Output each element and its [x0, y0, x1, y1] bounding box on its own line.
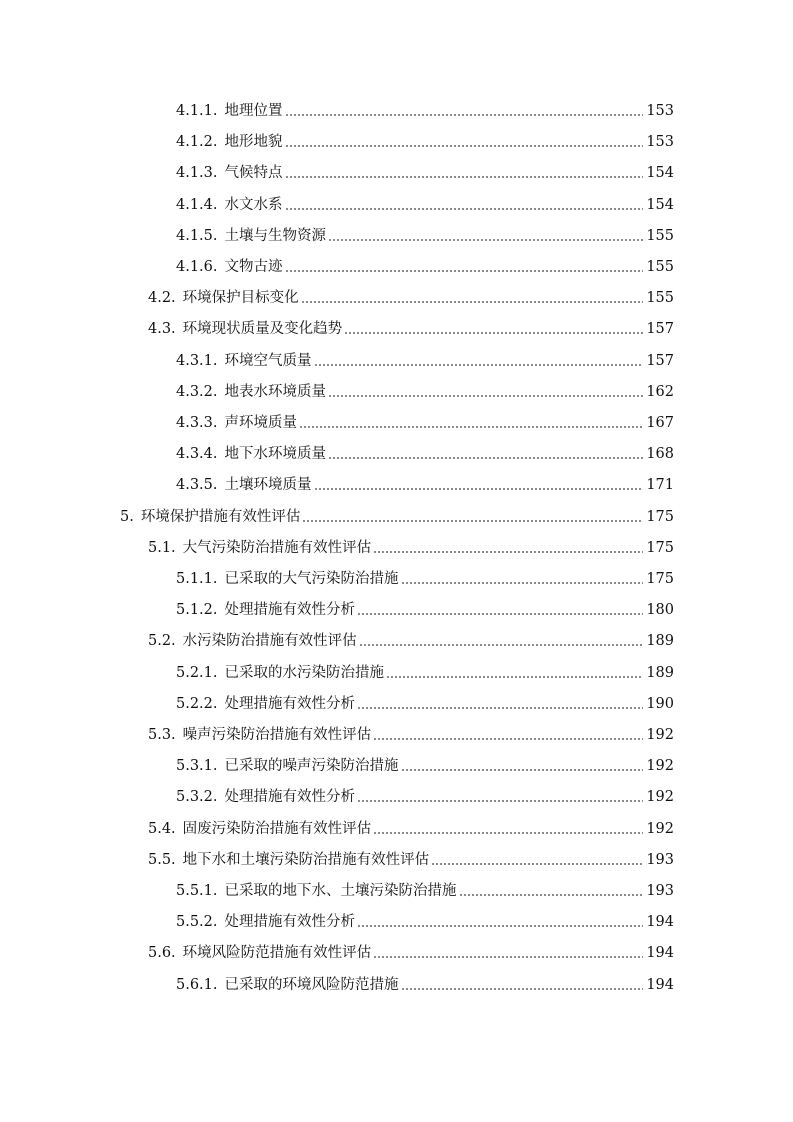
toc-entry-title: 处理措施有效性分析 — [224, 602, 356, 619]
toc-dot-leader — [373, 551, 643, 553]
toc-dot-leader — [373, 738, 643, 740]
toc-entry-title: 地表水环境质量 — [224, 383, 327, 400]
toc-entry-number: 5.3.1. — [176, 758, 218, 775]
toc-entry-title: 环境保护措施有效性评估 — [140, 508, 301, 525]
toc-entry-number: 4.3.1. — [176, 352, 218, 369]
toc-dot-leader — [302, 520, 643, 522]
toc-dot-leader — [431, 863, 643, 865]
toc-entry[interactable] — [176, 972, 674, 994]
toc-entry-page-number: 193 — [646, 883, 674, 899]
toc-entry-number: 4.1.4. — [176, 196, 218, 213]
toc-entry[interactable] — [176, 660, 674, 682]
toc-dot-leader — [357, 613, 643, 615]
toc-entry-page-number: 171 — [646, 477, 674, 494]
toc-dot-leader — [285, 208, 644, 210]
toc-entry-number: 5.2. — [148, 633, 176, 650]
toc-entry-title: 土壤环境质量 — [224, 477, 312, 494]
toc-entry-page-number: 192 — [646, 727, 674, 743]
toc-entry-page-number: 189 — [646, 664, 674, 681]
toc-entry[interactable] — [176, 472, 674, 494]
toc-entry-number: 4.3.4. — [176, 446, 218, 463]
toc-entry[interactable] — [176, 98, 674, 120]
toc-dot-leader — [373, 832, 643, 834]
toc-entry-page-number: 192 — [646, 820, 674, 837]
toc-entry-page-number: 194 — [646, 976, 674, 993]
toc-entry[interactable] — [176, 441, 674, 463]
toc-entry-title: 地下水和土壤污染防治措施有效性评估 — [182, 851, 430, 868]
toc-entry[interactable] — [176, 753, 674, 775]
toc-entry[interactable] — [176, 129, 674, 151]
toc-entry-title: 水文水系 — [224, 196, 283, 213]
toc-entry-title: 已采取的环境风险防范措施 — [224, 976, 399, 993]
toc-entry[interactable] — [176, 784, 674, 806]
toc-entry[interactable] — [176, 192, 674, 214]
toc-entry-number: 4.1.6. — [176, 259, 218, 275]
toc-entry-page-number: 194 — [646, 914, 674, 931]
toc-dot-leader — [373, 956, 643, 958]
toc-entry-title: 噪声污染防治措施有效性评估 — [182, 727, 372, 743]
toc-dot-leader — [357, 707, 643, 709]
toc-entry-page-number: 192 — [646, 789, 674, 806]
toc-entry-title: 文物古迹 — [224, 259, 283, 275]
toc-entry-number: 4.1.3. — [176, 165, 218, 182]
toc-dot-leader — [285, 145, 644, 147]
toc-entry[interactable] — [148, 316, 674, 338]
toc-entry-page-number: 154 — [646, 165, 674, 182]
toc-entry-title: 环境保护目标变化 — [182, 290, 299, 307]
toc-dot-leader — [357, 800, 643, 802]
toc-dot-leader — [401, 582, 644, 584]
toc-entry-title: 固废污染防治措施有效性评估 — [182, 820, 372, 837]
toc-entry-number: 4.3.3. — [176, 415, 218, 431]
toc-entry-page-number: 157 — [646, 352, 674, 369]
toc-entry-number: 5.4. — [148, 820, 176, 837]
toc-dot-leader — [328, 239, 643, 241]
toc-entry-number: 5.5. — [148, 851, 176, 868]
toc-entry-page-number: 175 — [646, 571, 674, 587]
toc-entry-title: 已采取的水污染防治措施 — [224, 664, 385, 681]
toc-entry-title: 地下水环境质量 — [224, 446, 327, 463]
toc-entry-number: 5.5.1. — [176, 883, 218, 899]
toc-entry-page-number: 175 — [646, 539, 674, 556]
toc-entry[interactable] — [176, 254, 674, 276]
toc-entry-page-number: 154 — [646, 196, 674, 213]
toc-dot-leader — [301, 301, 644, 303]
toc-entry-title: 土壤与生物资源 — [224, 227, 327, 244]
toc-entry-title: 处理措施有效性分析 — [224, 789, 356, 806]
toc-entry-number: 4.1.2. — [176, 134, 218, 151]
toc-entry-title: 气候特点 — [224, 165, 283, 182]
toc-entry[interactable] — [148, 847, 674, 869]
toc-entry[interactable] — [148, 816, 674, 838]
toc-entry-title: 声环境质量 — [224, 415, 298, 431]
toc-entry-number: 4.3.5. — [176, 477, 218, 494]
toc-entry-number: 4.1.5. — [176, 227, 218, 244]
toc-dot-leader — [285, 176, 644, 178]
toc-entry[interactable] — [176, 410, 674, 432]
toc-entry-title: 地理位置 — [224, 103, 283, 119]
toc-entry-number: 5.5.2. — [176, 914, 218, 931]
toc-entry-number: 5.3.2. — [176, 789, 218, 806]
toc-dot-leader — [328, 395, 643, 397]
toc-dot-leader — [314, 488, 644, 490]
toc-entry-number: 5.6. — [148, 945, 176, 962]
toc-entry-title: 处理措施有效性分析 — [224, 695, 356, 712]
toc-entry-page-number: 162 — [646, 383, 674, 400]
toc-entry-number: 5.6.1. — [176, 976, 218, 993]
toc-dot-leader — [359, 644, 644, 646]
toc-entry-number: 5.2.1. — [176, 664, 218, 681]
toc-entry-number: 5.1. — [148, 539, 176, 556]
toc-dot-leader — [401, 769, 644, 771]
toc-entry[interactable] — [176, 597, 674, 619]
toc-entry-page-number: 175 — [646, 508, 674, 525]
toc-dot-leader — [386, 676, 643, 678]
toc-entry[interactable] — [176, 566, 674, 588]
toc-entry[interactable] — [176, 160, 674, 182]
toc-entry[interactable] — [176, 223, 674, 245]
toc-dot-leader — [299, 426, 643, 428]
toc-entry-page-number: 180 — [646, 602, 674, 619]
toc-entry-page-number: 190 — [646, 695, 674, 712]
toc-dot-leader — [357, 925, 643, 927]
toc-entry-page-number: 192 — [646, 758, 674, 775]
toc-entry[interactable] — [148, 628, 674, 650]
toc-entry-page-number: 189 — [646, 633, 674, 650]
toc-dot-leader — [328, 457, 643, 459]
toc-entry-title: 环境空气质量 — [224, 352, 312, 369]
toc-entry[interactable] — [148, 940, 674, 962]
toc-entry[interactable] — [148, 722, 674, 744]
toc-entry-title: 环境风险防范措施有效性评估 — [182, 945, 372, 962]
toc-dot-leader — [459, 894, 644, 896]
toc-dot-leader — [285, 114, 644, 116]
toc-entry[interactable] — [176, 379, 674, 401]
toc-entry-title: 大气污染防治措施有效性评估 — [182, 539, 372, 556]
toc-dot-leader — [344, 332, 643, 334]
toc-entry-number: 4.3. — [148, 321, 176, 338]
toc-entry-page-number: 157 — [646, 321, 674, 338]
toc-entry[interactable] — [176, 348, 674, 370]
toc-entry-title: 已采取的地下水、土壤污染防治措施 — [224, 883, 457, 899]
toc-entry[interactable] — [120, 504, 674, 526]
toc-entry-title: 水污染防治措施有效性评估 — [182, 633, 357, 650]
toc-entry-page-number: 167 — [646, 415, 674, 431]
toc-entry-page-number: 153 — [646, 103, 674, 119]
toc-entry-number: 5. — [120, 508, 134, 525]
toc-entry-title: 环境现状质量及变化趋势 — [182, 321, 343, 338]
toc-entry[interactable] — [176, 691, 674, 713]
toc-entry-title: 地形地貌 — [224, 134, 283, 151]
toc-entry-number: 4.3.2. — [176, 383, 218, 400]
toc-entry[interactable] — [176, 878, 674, 900]
toc-dot-leader — [285, 270, 644, 272]
toc-entry-number: 5.1.1. — [176, 571, 218, 587]
toc-entry-page-number: 168 — [646, 446, 674, 463]
toc-entry-number: 4.2. — [148, 290, 176, 307]
toc-entry-page-number: 193 — [646, 851, 674, 868]
toc-entry[interactable] — [148, 285, 674, 307]
toc-entry-page-number: 153 — [646, 134, 674, 151]
toc-entry-number: 4.1.1. — [176, 103, 218, 119]
toc-entry[interactable] — [148, 535, 674, 557]
toc-entry-number: 5.3. — [148, 727, 176, 743]
toc-entry-number: 5.2.2. — [176, 695, 218, 712]
toc-entry-page-number: 155 — [646, 227, 674, 244]
toc-entry-page-number: 155 — [646, 259, 674, 275]
toc-dot-leader — [314, 364, 644, 366]
toc-entry-page-number: 194 — [646, 945, 674, 962]
toc-dot-leader — [401, 988, 644, 990]
toc-entry[interactable] — [176, 909, 674, 931]
toc-entry-page-number: 155 — [646, 290, 674, 307]
toc-entry-title: 已采取的大气污染防治措施 — [224, 571, 399, 587]
toc-entry-number: 5.1.2. — [176, 602, 218, 619]
toc-entry-title: 已采取的噪声污染防治措施 — [224, 758, 399, 775]
toc-entry-title: 处理措施有效性分析 — [224, 914, 356, 931]
